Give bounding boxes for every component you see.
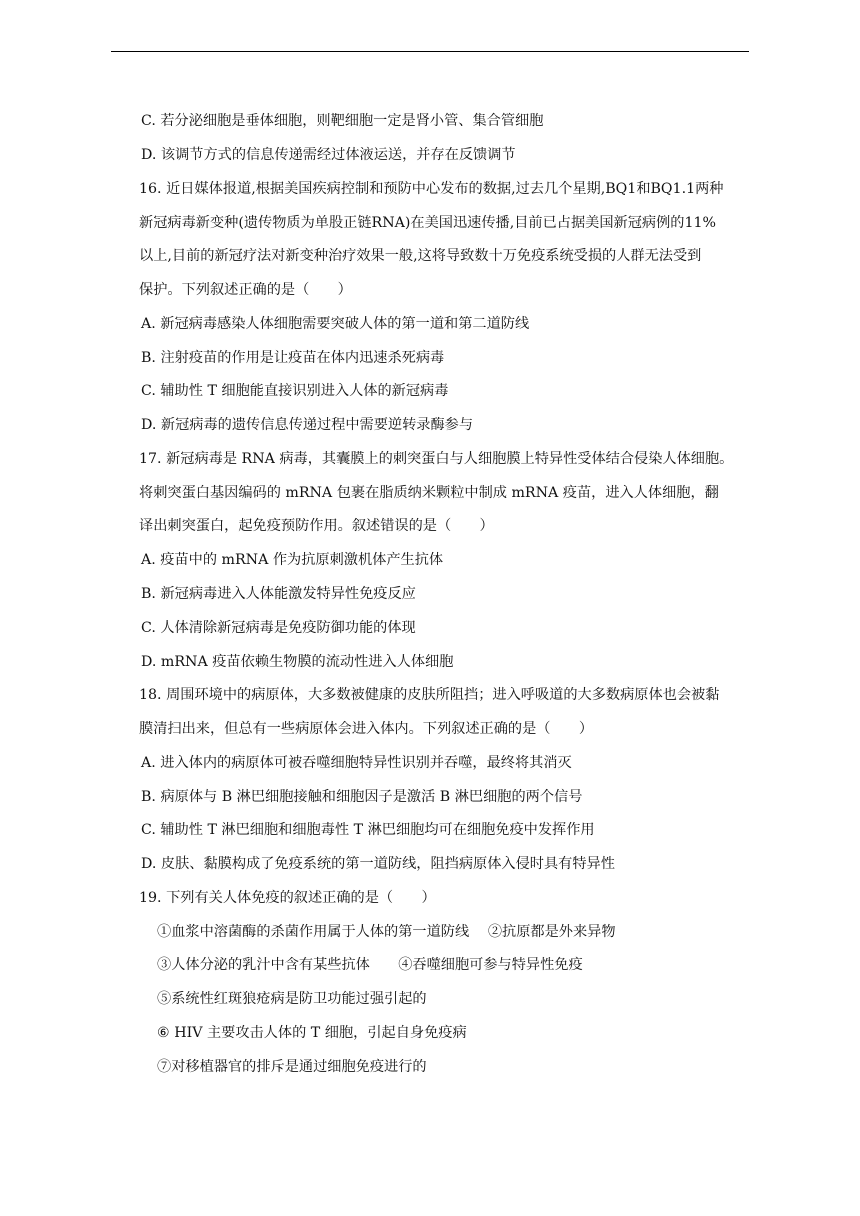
q17-stem-line-2: 将刺突蛋白基因编码的 mRNA 包裹在脂质纳米颗粒中制成 mRNA 疫苗，进入人体细胞，翻 (139, 485, 719, 501)
q18-option-b: B. 病原体与 B 淋巴细胞接触和细胞因子是激活 B 淋巴细胞的两个信号 (141, 789, 583, 805)
q19-item-5: ⑦对移植器官的排斥是通过细胞免疫进行的 (157, 1059, 427, 1075)
q18-option-a: A. 进入体内的病原体可被吞噬细胞特异性识别并吞噬，最终将其消灭 (141, 755, 572, 771)
q17-stem-line-1: 17. 新冠病毒是 RNA 病毒，其囊膜上的刺突蛋白与人细胞膜上特异性受体结合侵染人体细胞。 (139, 451, 734, 467)
q17-option-a: A. 疫苗中的 mRNA 作为抗原刺激机体产生抗体 (141, 552, 444, 568)
q18-option-c: C. 辅助性 T 淋巴细胞和细胞毒性 T 淋巴细胞均可在细胞免疫中发挥作用 (141, 822, 595, 838)
q16-stem-line-1: 16. 近日媒体报道,根据美国疾病控制和预防中心发布的数据,过去几个星期,BQ1和BQ1.1两种 (139, 181, 724, 197)
q17-option-d: D. mRNA 疫苗依赖生物膜的流动性进入人体细胞 (141, 654, 454, 670)
q19-item-4: ⑥ HIV 主要攻击人体的 T 细胞，引起自身免疫病 (157, 1025, 467, 1041)
q16-option-b: B. 注射疫苗的作用是让疫苗在体内迅速杀死病毒 (141, 350, 445, 366)
q16-stem-line-4: 保护。下列叙述正确的是（ ） (139, 282, 352, 298)
q18-stem-line-2: 膜清扫出来，但总有一些病原体会进入体内。下列叙述正确的是（ ） (139, 721, 594, 737)
header-rule (111, 51, 749, 52)
q18-option-d: D. 皮肤、黏膜构成了免疫系统的第一道防线，阻挡病原体入侵时具有特异性 (141, 856, 615, 872)
q17-option-c: C. 人体清除新冠病毒是免疫防御功能的体现 (141, 620, 416, 636)
q16-option-d: D. 新冠病毒的遗传信息传递过程中需要逆转录酶参与 (141, 417, 474, 433)
q18-stem-line-1: 18. 周围环境中的病原体，大多数被健康的皮肤所阻挡；进入呼吸道的大多数病原体也会被黏 (139, 687, 720, 703)
q17-stem-line-3: 译出刺突蛋白，起免疫预防作用。叙述错误的是（ ） (139, 518, 494, 534)
q19-item-1: ①血浆中溶菌酶的杀菌作用属于人体的第一道防线 ②抗原都是外来异物 (157, 924, 616, 940)
q19-item-2: ③人体分泌的乳汁中含有某些抗体 ④吞噬细胞可参与特异性免疫 (157, 957, 583, 973)
q19-stem: 19. 下列有关人体免疫的叙述正确的是（ ） (139, 890, 436, 906)
q16-stem-line-2: 新冠病毒新变种(遗传物质为单股正链RNA)在美国迅速传播,目前已占据美国新冠病例的11% (139, 215, 717, 231)
q19-item-3: ⑤系统性红斑狼疮病是防卫功能过强引起的 (157, 991, 427, 1007)
q15-option-c: C. 若分泌细胞是垂体细胞，则靶细胞一定是肾小管、集合管细胞 (141, 113, 544, 129)
q16-option-c: C. 辅助性 T 细胞能直接识别进入人体的新冠病毒 (141, 383, 449, 399)
q15-option-d: D. 该调节方式的信息传递需经过体液运送，并存在反馈调节 (141, 147, 516, 163)
q17-option-b: B. 新冠病毒进入人体能激发特异性免疫反应 (141, 586, 416, 602)
q16-stem-line-3: 以上,目前的新冠疗法对新变种治疗效果一般,这将导致数十万免疫系统受损的人群无法受到 (139, 248, 702, 264)
q16-option-a: A. 新冠病毒感染人体细胞需要突破人体的第一道和第二道防线 (141, 316, 530, 332)
